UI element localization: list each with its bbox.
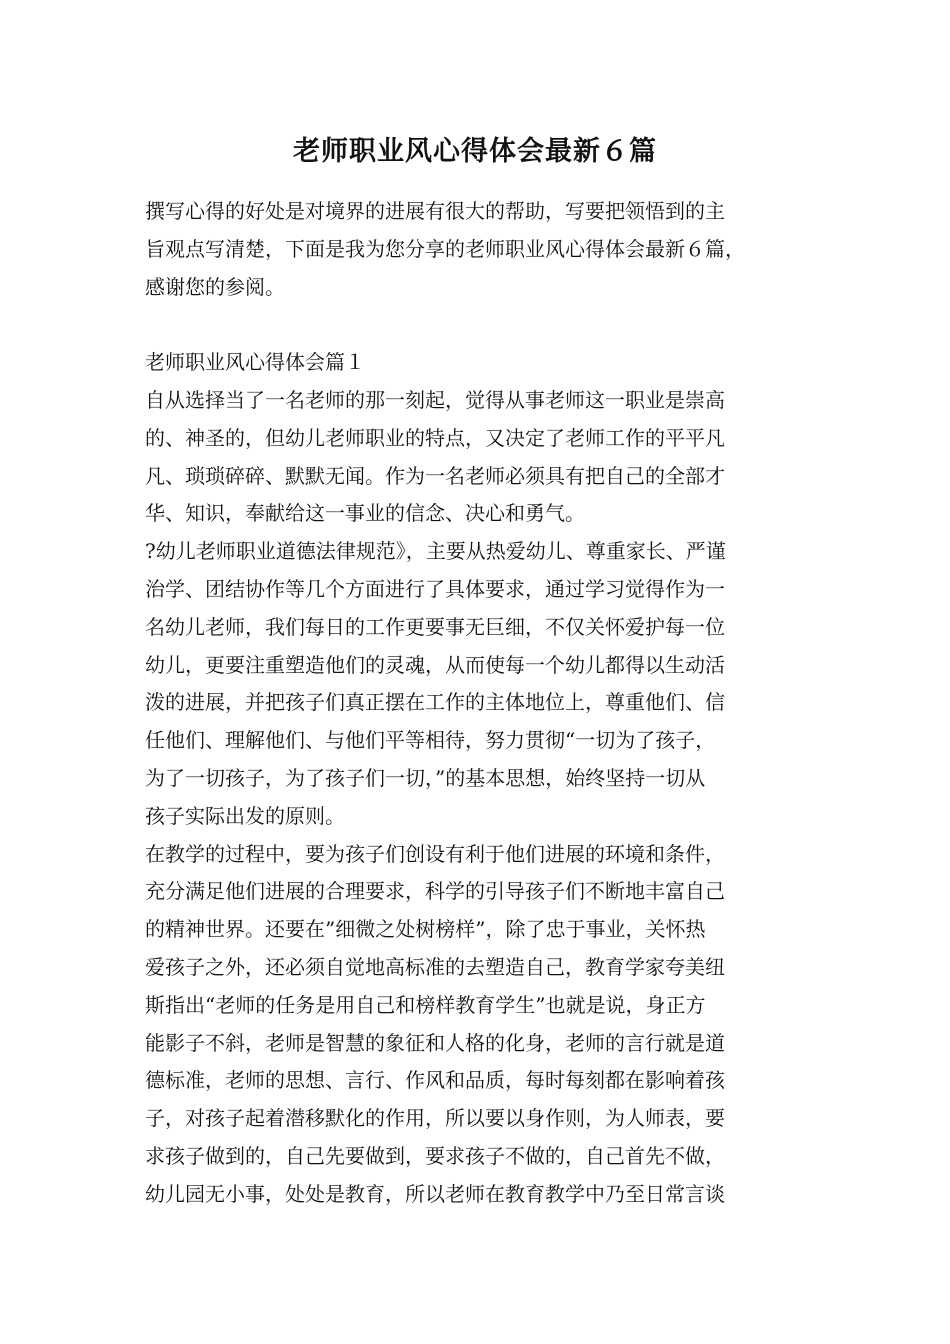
paragraph-line: 为了一切孩子，为了孩子们一切，”的基本思想，始终坚持一切从 <box>145 765 706 790</box>
paragraph-line: 爱孩子之外，还必须自觉地高标准的去塑造自己，教育学家夸美纽 <box>145 954 725 979</box>
paragraph-line: 充分满足他们进展的合理要求，科学的引导孩子们不断地丰富自己 <box>145 879 725 904</box>
paragraph-line: 子，对孩子起着潜移默化的作用，所以要以身作则，为人师表，要 <box>145 1106 725 1131</box>
paragraph-line: 的精神世界。还要在”细微之处树榜样”，除了忠于事业，关怀热 <box>145 917 706 942</box>
blank-line <box>145 306 807 344</box>
paragraph-line: 泼的进展，并把孩子们真正摆在工作的主体地位上，尊重他们、信 <box>145 690 725 715</box>
intro-line: 撰写心得的好处是对境界的进展有很大的帮助，写要把领悟到的主 <box>145 199 725 223</box>
paragraph-line: 治学、团结协作等几个方面进行了具体要求，通过学习觉得作为一 <box>145 576 725 601</box>
paragraph-line: 的、神圣的，但幼儿老师职业的特点，又决定了老师工作的平平凡 <box>145 425 725 450</box>
paragraph-line: 幼儿，更要注重塑造他们的灵魂，从而使每一个幼儿都得以生动活 <box>145 652 725 677</box>
paragraph-2 <box>145 533 807 835</box>
intro-line: 感谢您的参阅。 <box>145 274 285 299</box>
paragraph-1 <box>145 382 807 533</box>
paragraph-line: 华、知识，奉献给这一事业的信念、决心和勇气。 <box>145 501 585 526</box>
paragraph-3 <box>145 836 807 1214</box>
paragraph-line: 幼儿园无小事，处处是教育，所以老师在教育教学中乃至日常言谈 <box>145 1181 725 1206</box>
paragraph-line: 自从选择当了一名老师的那一刻起，觉得从事老师这一职业是崇高 <box>145 387 725 412</box>
paragraph-line: 能影子不斜，老师是智慧的象征和人格的化身，老师的言行就是道 <box>145 1030 725 1055</box>
paragraph-line: 求孩子做到的，自己先要做到，要求孩子不做的，自己首先不做， <box>145 1143 725 1168</box>
document-body <box>145 193 807 1214</box>
paragraph-line: 名幼儿老师，我们每日的工作更要事无巨细，不仅关怀爱护每一位 <box>145 614 725 639</box>
intro-line: 旨观点写清楚，下面是我为您分享的老师职业风心得体会最新６篇， <box>145 236 745 261</box>
paragraph-line: ?幼儿老师职业道德法律规范》，主要从热爱幼儿、尊重家长、严谨 <box>145 539 726 564</box>
paragraph-line: 孩子实际出发的原则。 <box>145 803 345 828</box>
paragraph-line: 德标准，老师的思想、言行、作风和品质，每时每刻都在影响着孩 <box>145 1068 725 1093</box>
intro-paragraph <box>145 193 807 306</box>
paragraph-line: 任他们、理解他们、与他们平等相待，努力贯彻“一切为了孩子， <box>145 728 716 753</box>
paragraph-line: 凡、琐琐碎碎、默默无闻。作为一名老师必须具有把自己的全部才 <box>145 463 725 488</box>
paragraph-line: 在教学的过程中，要为孩子们创设有利于他们进展的环境和条件， <box>145 841 725 866</box>
document-title: 老师职业风心得体会最新６篇 <box>293 136 657 167</box>
paragraph-line: 斯指出“老师的任务是用自己和榜样教育学生”也就是说，身正方 <box>145 992 706 1017</box>
section-heading: 老师职业风心得体会篇１ <box>145 350 365 375</box>
